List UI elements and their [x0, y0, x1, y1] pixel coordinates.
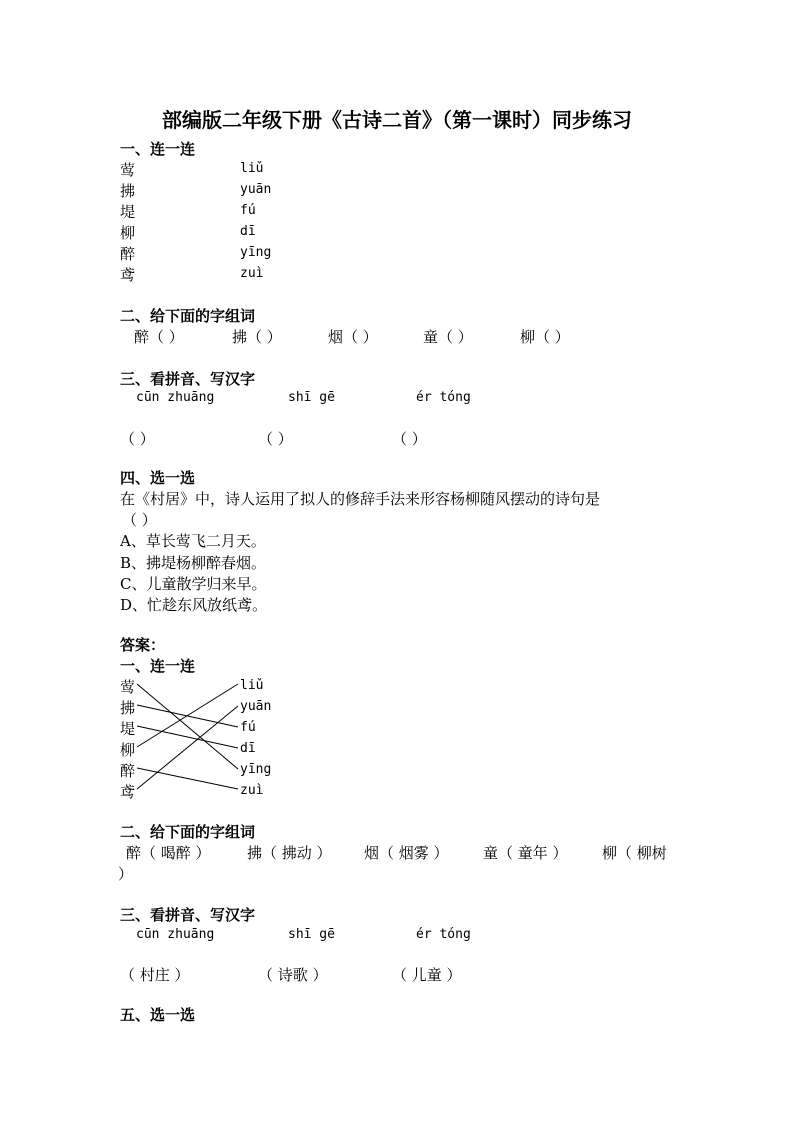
answer-q3-pinyin: ér tóng: [416, 927, 471, 942]
q2-item: 童（ ）: [423, 328, 473, 346]
match-line-ying: [137, 684, 238, 769]
answer-q1-pinyin: dī: [240, 741, 256, 756]
answer-q1-char: 柳: [120, 741, 136, 759]
answer-q3-pinyin: cūn zhuāng: [136, 927, 215, 942]
q1-pinyin: fú: [240, 203, 256, 218]
answer-q3-heading: 三、看拼音、写汉字: [120, 906, 256, 924]
q3-pinyin: cūn zhuāng: [136, 390, 215, 405]
answer-q2-item: 柳（ 柳树: [602, 844, 667, 862]
q2-item: 柳（ ）: [520, 328, 570, 346]
q2-heading: 二、给下面的字组词: [120, 307, 256, 325]
q1-char: 拂: [120, 182, 136, 200]
q3-blank: （ ）: [120, 430, 155, 448]
q1-char: 鸢: [120, 266, 136, 284]
answer-q1-pinyin: yuān: [240, 699, 272, 714]
q3-blank: （ ）: [258, 430, 293, 448]
q4-blank: （ ）: [122, 511, 157, 529]
answer-q1-char: 醉: [120, 762, 136, 780]
q1-pinyin: dī: [240, 224, 256, 239]
q1-char: 柳: [120, 224, 136, 242]
q1-pinyin: yuān: [240, 182, 272, 197]
q4-heading: 四、选一选: [120, 469, 196, 487]
answer-q1-pinyin: liǔ: [240, 678, 264, 693]
q2-item: 拂（ ）: [232, 328, 282, 346]
q1-char: 莺: [120, 161, 136, 179]
q1-pinyin: liǔ: [240, 161, 264, 176]
q1-char: 醉: [120, 245, 136, 263]
q3-pinyin: ér tóng: [416, 390, 471, 405]
answer-q2-item: 烟（ 烟雾 ）: [364, 844, 449, 862]
answer-label: 答案：: [120, 636, 166, 654]
match-line-zui: [137, 768, 238, 789]
answer-q3-blank: （ 诗歌 ）: [258, 966, 328, 984]
q2-item: 醉（ ）: [134, 328, 184, 346]
answer-q1-pinyin: zuì: [240, 783, 264, 798]
answer-q1-char: 莺: [120, 678, 136, 696]
q3-heading: 三、看拼音、写汉字: [120, 370, 256, 388]
answer-q5-heading: 五、选一选: [120, 1006, 196, 1024]
answer-q2-item: 醉（ 喝醉 ）: [126, 844, 211, 862]
match-line-yuan: [137, 706, 238, 789]
answer-q1-pinyin: yīng: [240, 762, 272, 777]
answer-q1-pinyin: fú: [240, 720, 256, 735]
q1-heading: 一、连一连: [120, 140, 196, 158]
answer-q1-heading: 一、连一连: [120, 657, 196, 675]
q3-pinyin: shī gē: [288, 390, 335, 405]
answer-q3-pinyin: shī gē: [288, 927, 335, 942]
answer-q3-blank: （ 儿童 ）: [392, 966, 462, 984]
q4-question: 在《村居》中，诗人运用了拟人的修辞手法来形容杨柳随风摆动的诗句是: [120, 490, 601, 508]
q1-pinyin: zuì: [240, 266, 264, 281]
answer-q1-char: 堤: [120, 720, 136, 738]
answer-q3-blank: （ 村庄 ）: [120, 966, 190, 984]
q3-blank: （ ）: [392, 430, 427, 448]
q1-pinyin: yīng: [240, 245, 272, 260]
answer-q1-char: 鸢: [120, 783, 136, 801]
answer-q2-tail: ）: [118, 865, 134, 883]
answer-q1-char: 拂: [120, 699, 136, 717]
q2-item: 烟（ ）: [328, 328, 378, 346]
match-line-liu: [137, 684, 238, 747]
q4-option: C、儿童散学归来早。: [120, 575, 267, 593]
q4-option: B、拂堤杨柳醉春烟。: [120, 554, 267, 572]
page-title: 部编版二年级下册《古诗二首》（第一课时）同步练习: [162, 108, 632, 132]
q4-option: A、草长莺飞二月天。: [120, 532, 266, 550]
answer-q2-item: 童（ 童年 ）: [483, 844, 568, 862]
answer-q2-item: 拂（ 拂动 ）: [247, 844, 332, 862]
q4-option: D、忙趁东风放纸鸢。: [120, 596, 268, 614]
answer-q2-heading: 二、给下面的字组词: [120, 823, 256, 841]
q1-char: 堤: [120, 203, 136, 221]
